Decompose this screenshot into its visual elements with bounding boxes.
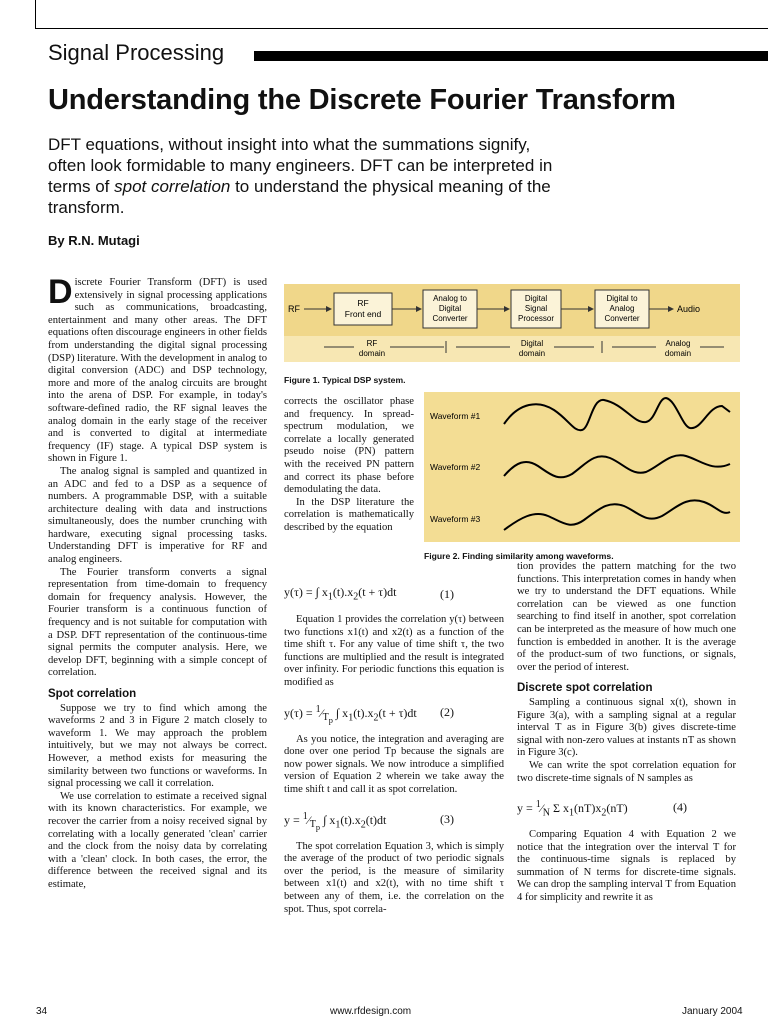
paragraph: Suppose we try to find which among the waveforms 2 and 3 in Figure 2 match closely to waveform 1. We may approach the problem intuitively, but we may not always be correct. However, a method exists for measuring the similarity between two functions or waveforms. In signal processing we call it correlation. bbox=[48, 702, 267, 790]
block-label: Processor bbox=[517, 314, 555, 323]
section-bar bbox=[254, 51, 768, 61]
page-number: 34 bbox=[36, 1006, 48, 1017]
equation-4-number: (4) bbox=[673, 800, 687, 815]
paragraph: We can write the spot correlation equation for two discrete-time signals of N samples as bbox=[517, 759, 736, 784]
article-title: Understanding the Discrete Fourier Transform bbox=[48, 84, 676, 116]
rf-input-label: RF bbox=[288, 304, 300, 314]
waveform-label: Waveform #3 bbox=[430, 514, 481, 524]
audio-output-label: Audio bbox=[677, 304, 701, 314]
paragraph: As you notice, the integration and averaging are done over one period Tp because the signals are now power signals. We now introduce a simplified version of Equation 2 wherein we take away the time shift t and call it as spot correlation. bbox=[284, 733, 504, 795]
paragraph: Sampling a continuous signal x(t), shown in Figure 3(a), with a sampling signal at a regular interval T as in Figure 3(b) gives discrete-time signal with non-zero values at instants nT as shown in Figure 3(c). bbox=[517, 696, 736, 759]
domain-label: domain bbox=[358, 349, 386, 358]
waveform-label: Waveform #2 bbox=[430, 462, 481, 472]
block-label: Converter bbox=[432, 314, 468, 323]
header-vertical-rule bbox=[35, 0, 36, 28]
equation-4 bbox=[517, 785, 736, 829]
figure-2-caption: Figure 2. Finding similarity among waveforms. bbox=[424, 551, 614, 561]
equation-1 bbox=[284, 574, 504, 614]
paragraph: In the DSP literature the correlation is mathematically described by the equation bbox=[284, 496, 414, 533]
waveform-diagram bbox=[424, 392, 740, 542]
domain-label: domain bbox=[518, 349, 546, 358]
block-label: Digital bbox=[438, 304, 462, 313]
figure-1-caption: Figure 1. Typical DSP system. bbox=[284, 375, 406, 385]
footer-date: January 2004 bbox=[682, 1006, 743, 1017]
drop-cap: D bbox=[48, 273, 73, 311]
column-2 bbox=[284, 396, 414, 535]
dsp-system-diagram bbox=[284, 284, 740, 364]
paragraph: Discrete Fourier Transform (DFT) is used extensively in signal processing applications such as communications, broadcasting, entertainment and many other areas. The DFT equations often discourage engineers in other fields from understanding the digital signal processing (DSP) literature. With the development in analog to digital conversion (ADC) and DSP technology, more and more of the analog circuits are brought into the arena of DSP. For example, in today's software-defined radio, the RF signal leaves the analog domain in the early stage of the receiver and is converted to digital at intermediate frequency (IF) stage. A typical DSP system is shown in Figure 1. bbox=[48, 273, 267, 465]
column-3 bbox=[517, 561, 736, 905]
equation-1-number: (1) bbox=[440, 587, 454, 601]
equation-4-body: $y = ^1⁄_N$ Σ $x_1(nT)x_2(nT)$ bbox=[517, 799, 628, 819]
figure-2 bbox=[424, 392, 740, 562]
domain-label: domain bbox=[664, 349, 692, 358]
domain-label: Digital bbox=[520, 339, 544, 348]
block-label: Analog to bbox=[433, 294, 467, 303]
block-label: Digital to bbox=[606, 294, 638, 303]
column-1 bbox=[48, 273, 267, 892]
block-label: Converter bbox=[604, 314, 640, 323]
block-label: Front end bbox=[344, 309, 382, 319]
paragraph: tion provides the pattern matching for the two functions. This interpretation comes in handy when we try to understand the DFT equations. While correlation can be viewed as one function searching to find itself in another, spot correlation can be interpreted as the measure of how much one function is embedded in another. It is the average of the product-sum of two functions, or signals, over the period of interest. bbox=[517, 561, 736, 673]
equation-2-body: $y(\tau) = ^1⁄_{T_p}$ ∫ $x_1(t).x_2(t + \tau)dt$ bbox=[284, 703, 417, 725]
domain-label: Analog bbox=[665, 339, 691, 348]
paragraph: Equation 1 provides the correlation y(τ) between two functions x1(t) and x2(t) as a function of the time shift τ. For any value of time shift τ, the two functions are multiplied and the result is integrated over infinity. For periodic functions this equation is modified as bbox=[284, 614, 504, 688]
paragraph: The Fourier transform converts a signal representation from time-domain to frequency domain for frequency analysis. However, the Fourier transform is a continuous function of frequency and is not suitable for computation with a DSP. DFT representation of the continuous-time signal permits the computer analysis. Here, we develop DFT, beginning with a simple concept of correlation. bbox=[48, 566, 267, 679]
equation-2 bbox=[284, 690, 504, 734]
equation-1-body: y(τ) = ∫ $x_1(t).x_2(t + \tau)dt$ bbox=[284, 585, 397, 603]
equation-3-body: $y = ^1⁄_{T_p}$ ∫ $x_1(t).x_2(t)dt$ bbox=[284, 810, 387, 832]
paragraph: The analog signal is sampled and quantized in an ADC and fed to a DSP as a sequence of numbers. A programmable DSP, with a suitable architecture dealing with data and instructions simultaneously, does the number crunching with hardware, executing signal processing tasks. Understanding DFT is imperative for RF and analog engineers. bbox=[48, 465, 267, 566]
footer-url: www.rfdesign.com bbox=[330, 1006, 412, 1017]
block-label: Digital bbox=[524, 294, 548, 303]
equation-2-number: (2) bbox=[440, 704, 454, 719]
section-heading-spot-correlation: Spot correlation bbox=[48, 688, 137, 700]
domain-label: RF bbox=[366, 339, 378, 348]
equation-3 bbox=[284, 797, 504, 841]
section-label: Signal Processing bbox=[48, 40, 225, 65]
figure-1 bbox=[284, 284, 740, 384]
waveform-label: Waveform #1 bbox=[430, 411, 481, 421]
block-label: Analog bbox=[609, 304, 635, 313]
paragraph: Comparing Equation 4 with Equation 2 we notice that the integration over the interval T for the continuous-time signals is replaced by summation of N terms for discrete-time signals. We can drop the sampling interval T from Equation 4 for simplicity and rewrite it as bbox=[517, 829, 736, 904]
section-heading-discrete-spot-correlation: Discrete spot correlation bbox=[517, 682, 653, 695]
paragraph: We use correlation to estimate a received signal with its known characteristics. For example, we recover the carrier from a noisy received signal by correlating with a locally generated 'clean' carrier and the clock from the noisy data by correlating with a 'clean' clock. In both cases, the error, the difference between the received signal and its estimate, bbox=[48, 790, 267, 890]
paragraph: corrects the oscillator phase and frequency. In spread-spectrum modulation, we correlate a locally generated pseudo noise (PN) pattern with the received PN pattern and correct its phase before demodulating the data. bbox=[284, 396, 414, 496]
block-label: Signal bbox=[524, 304, 548, 313]
column-2-lower bbox=[284, 574, 504, 916]
equation-3-number: (3) bbox=[440, 811, 454, 826]
header-horizontal-rule bbox=[35, 28, 768, 29]
paragraph: The spot correlation Equation 3, which is simply the average of the product of two periodic signals over the period, is the measure of similarity between x1(t) and x2(t), with no time shift τ between any of them, i.e. the correlation on the spot. Thus, spot correla- bbox=[284, 840, 504, 915]
block-label: RF bbox=[357, 298, 369, 308]
byline: By R.N. Mutagi bbox=[48, 233, 140, 248]
article-deck: DFT equations, without insight into what the summations signify, often look formidable to many engineers. DFT can be interpreted in terms of spot correlation to understand the physical meaning of the transform. bbox=[48, 135, 553, 217]
